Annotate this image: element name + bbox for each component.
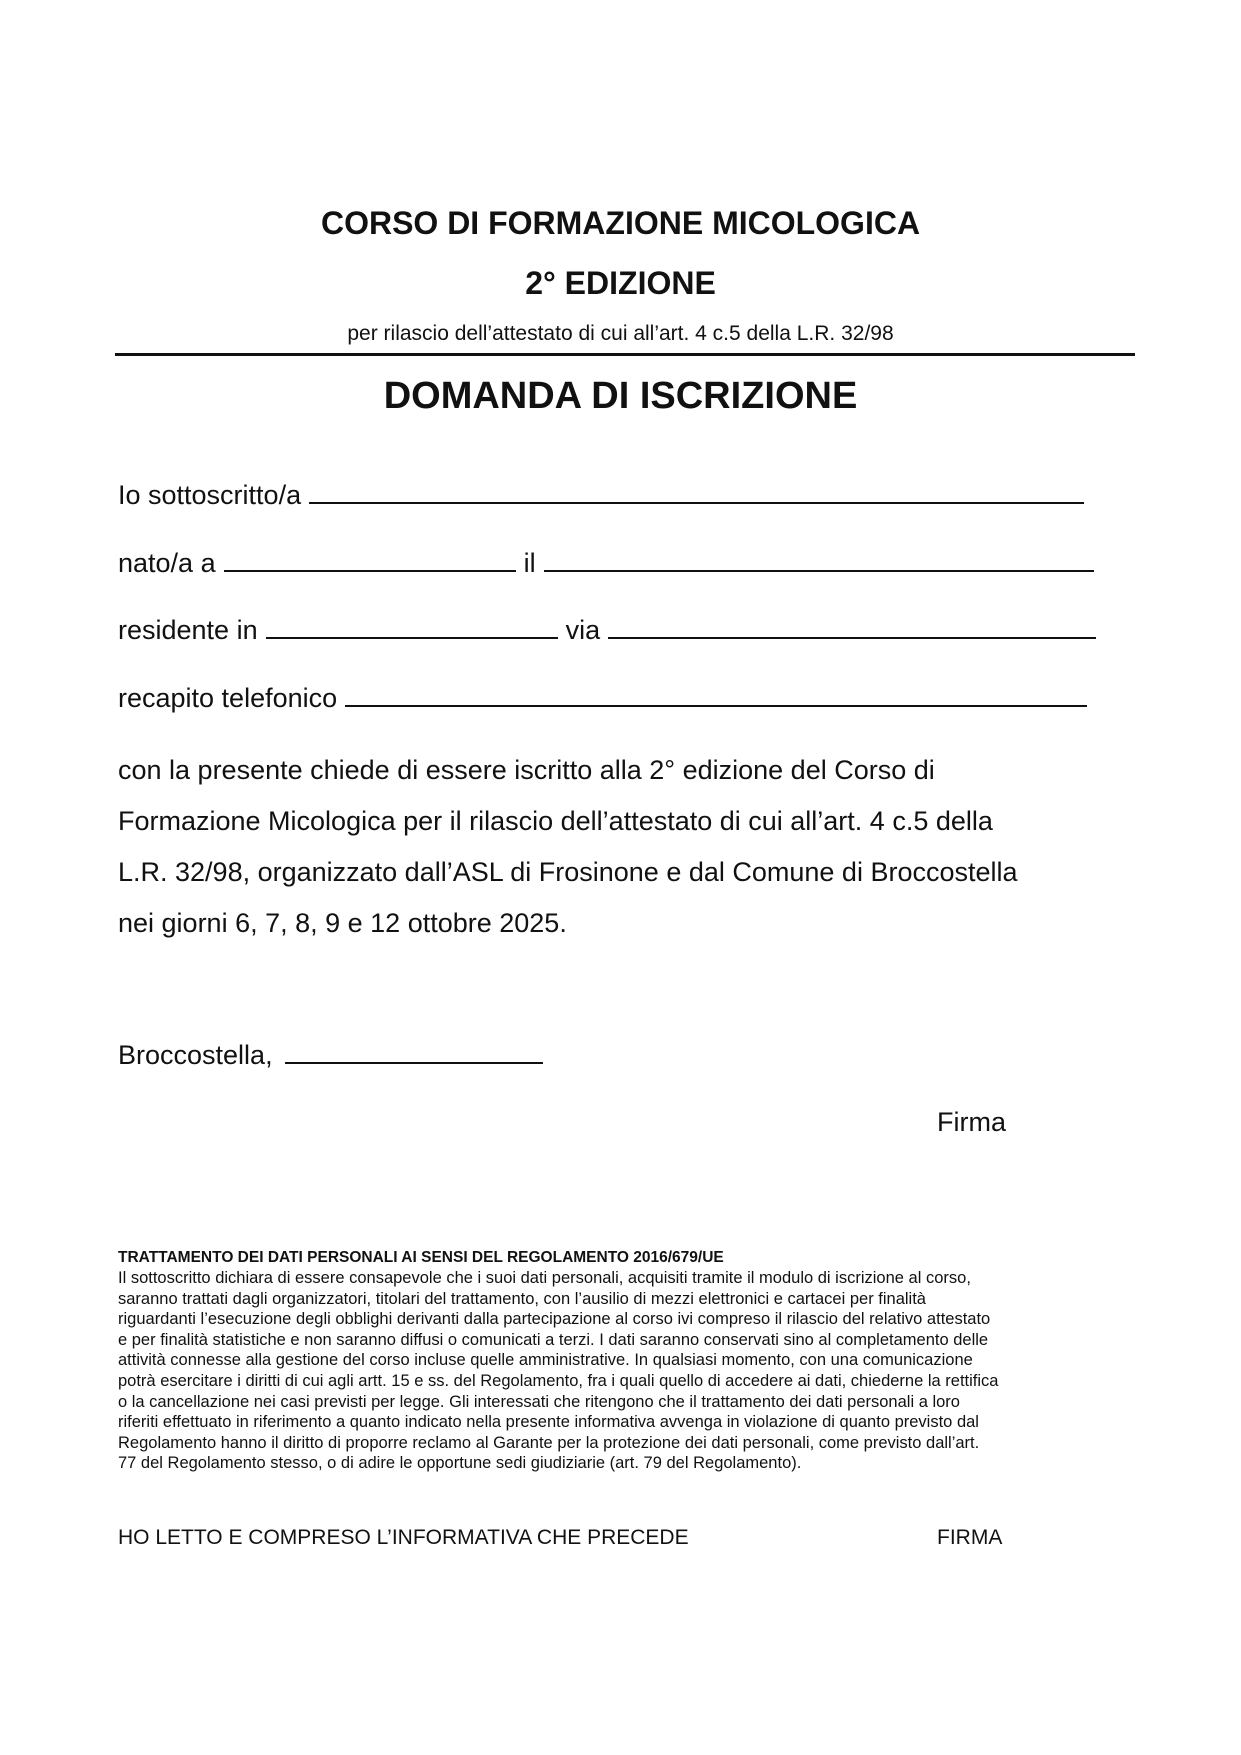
name-label: Io sottoscritto/a bbox=[118, 480, 302, 510]
name-row bbox=[118, 480, 1092, 511]
phone-blank[interactable] bbox=[345, 685, 1087, 707]
born-label: nato/a a bbox=[118, 548, 216, 578]
date-label: il bbox=[523, 548, 536, 578]
request-line: nei giorni 6, 7, 8, 9 e 12 ottobre 2025. bbox=[118, 908, 567, 938]
date-blank[interactable] bbox=[285, 1062, 543, 1064]
residence-row bbox=[118, 615, 1104, 646]
place-date-row bbox=[118, 1040, 543, 1071]
request-line: con la presente chiede di essere iscritto alla 2° edizione del Corso di bbox=[118, 755, 935, 785]
request-line: L.R. 32/98, organizzato dall’ASL di Frosinone e dal Comune di Broccostella bbox=[118, 857, 1018, 887]
privacy-line: Il sottoscritto dichiara di essere consapevole che i suoi dati personali, acquisiti tramite il modulo di iscrizione al corso, bbox=[118, 1269, 971, 1287]
privacy-signature-label: FIRMA bbox=[937, 1526, 1003, 1549]
birthplace-blank[interactable] bbox=[224, 550, 516, 572]
privacy-heading: TRATTAMENTO DEI DATI PERSONALI AI SENSI DEL REGOLAMENTO 2016/679/UE bbox=[118, 1249, 724, 1266]
phone-row bbox=[118, 683, 1095, 714]
signature-label: Firma bbox=[937, 1107, 1006, 1137]
privacy-text bbox=[118, 1268, 1138, 1474]
header-divider bbox=[115, 353, 1135, 356]
request-line: Formazione Micologica per il rilascio dell’attestato di cui all’art. 4 c.5 della bbox=[118, 806, 993, 836]
street-label: via bbox=[565, 615, 601, 645]
privacy-line: e per finalità statistiche e non saranno diffusi o comunicati a terzi. I dati saranno conservati sino al completamento delle bbox=[118, 1330, 989, 1349]
form-title: DOMANDA DI ISCRIZIONE bbox=[383, 375, 858, 417]
residence-label: residente in bbox=[118, 615, 258, 645]
subtitle: per rilascio dell’attestato di cui all’art. 4 c.5 della L.R. 32/98 bbox=[347, 322, 894, 345]
privacy-line: o la cancellazione nei casi previsti per legge. Gli interessati che ritengono che il trattamento dei dati personali a loro bbox=[118, 1392, 960, 1411]
privacy-line: attività connesse alla gestione del corso incluse quelle amministrative. In qualsiasi momento, con una comunicazione bbox=[118, 1351, 973, 1370]
edition-title: 2° EDIZIONE bbox=[525, 265, 716, 301]
place-label: Broccostella, bbox=[118, 1040, 273, 1070]
privacy-line: riguardanti l’esecuzione degli obblighi derivanti dalla partecipazione al corso ivi compreso il rilascio del relativo attestato bbox=[118, 1310, 991, 1329]
privacy-line: 77 del Regolamento stesso, o di adire le opportune sedi giudiziarie (art. 79 del Regolamento). bbox=[118, 1454, 802, 1473]
request-paragraph bbox=[118, 745, 1128, 949]
name-blank[interactable] bbox=[309, 482, 1084, 504]
street-blank[interactable] bbox=[608, 617, 1096, 639]
residence-blank[interactable] bbox=[266, 617, 558, 639]
birthdate-blank[interactable] bbox=[544, 550, 1094, 572]
phone-label: recapito telefonico bbox=[118, 683, 338, 713]
acknowledgement-text: HO LETTO E COMPRESO L’INFORMATIVA CHE PRECEDE bbox=[118, 1526, 689, 1549]
privacy-line: Regolamento hanno il diritto di proporre reclamo al Garante per la protezione dei dati personali, come previsto dall’art. bbox=[118, 1433, 980, 1452]
birth-row bbox=[118, 548, 1102, 579]
privacy-line: saranno trattati dagli organizzatori, titolari del trattamento, con l’ausilio di mezzi elettronici e cartacei per finalità bbox=[118, 1289, 926, 1308]
privacy-line: potrà esercitare i diritti di cui agli artt. 15 e ss. del Regolamento, fra i quali quello di accedere ai dati, chiederne la rettifica bbox=[118, 1371, 999, 1390]
course-title: CORSO DI FORMAZIONE MICOLOGICA bbox=[320, 205, 921, 241]
privacy-line: riferiti effettuato in riferimento a quanto indicato nella presente informativa avvenga in violazione di quanto previsto dal bbox=[118, 1413, 979, 1432]
